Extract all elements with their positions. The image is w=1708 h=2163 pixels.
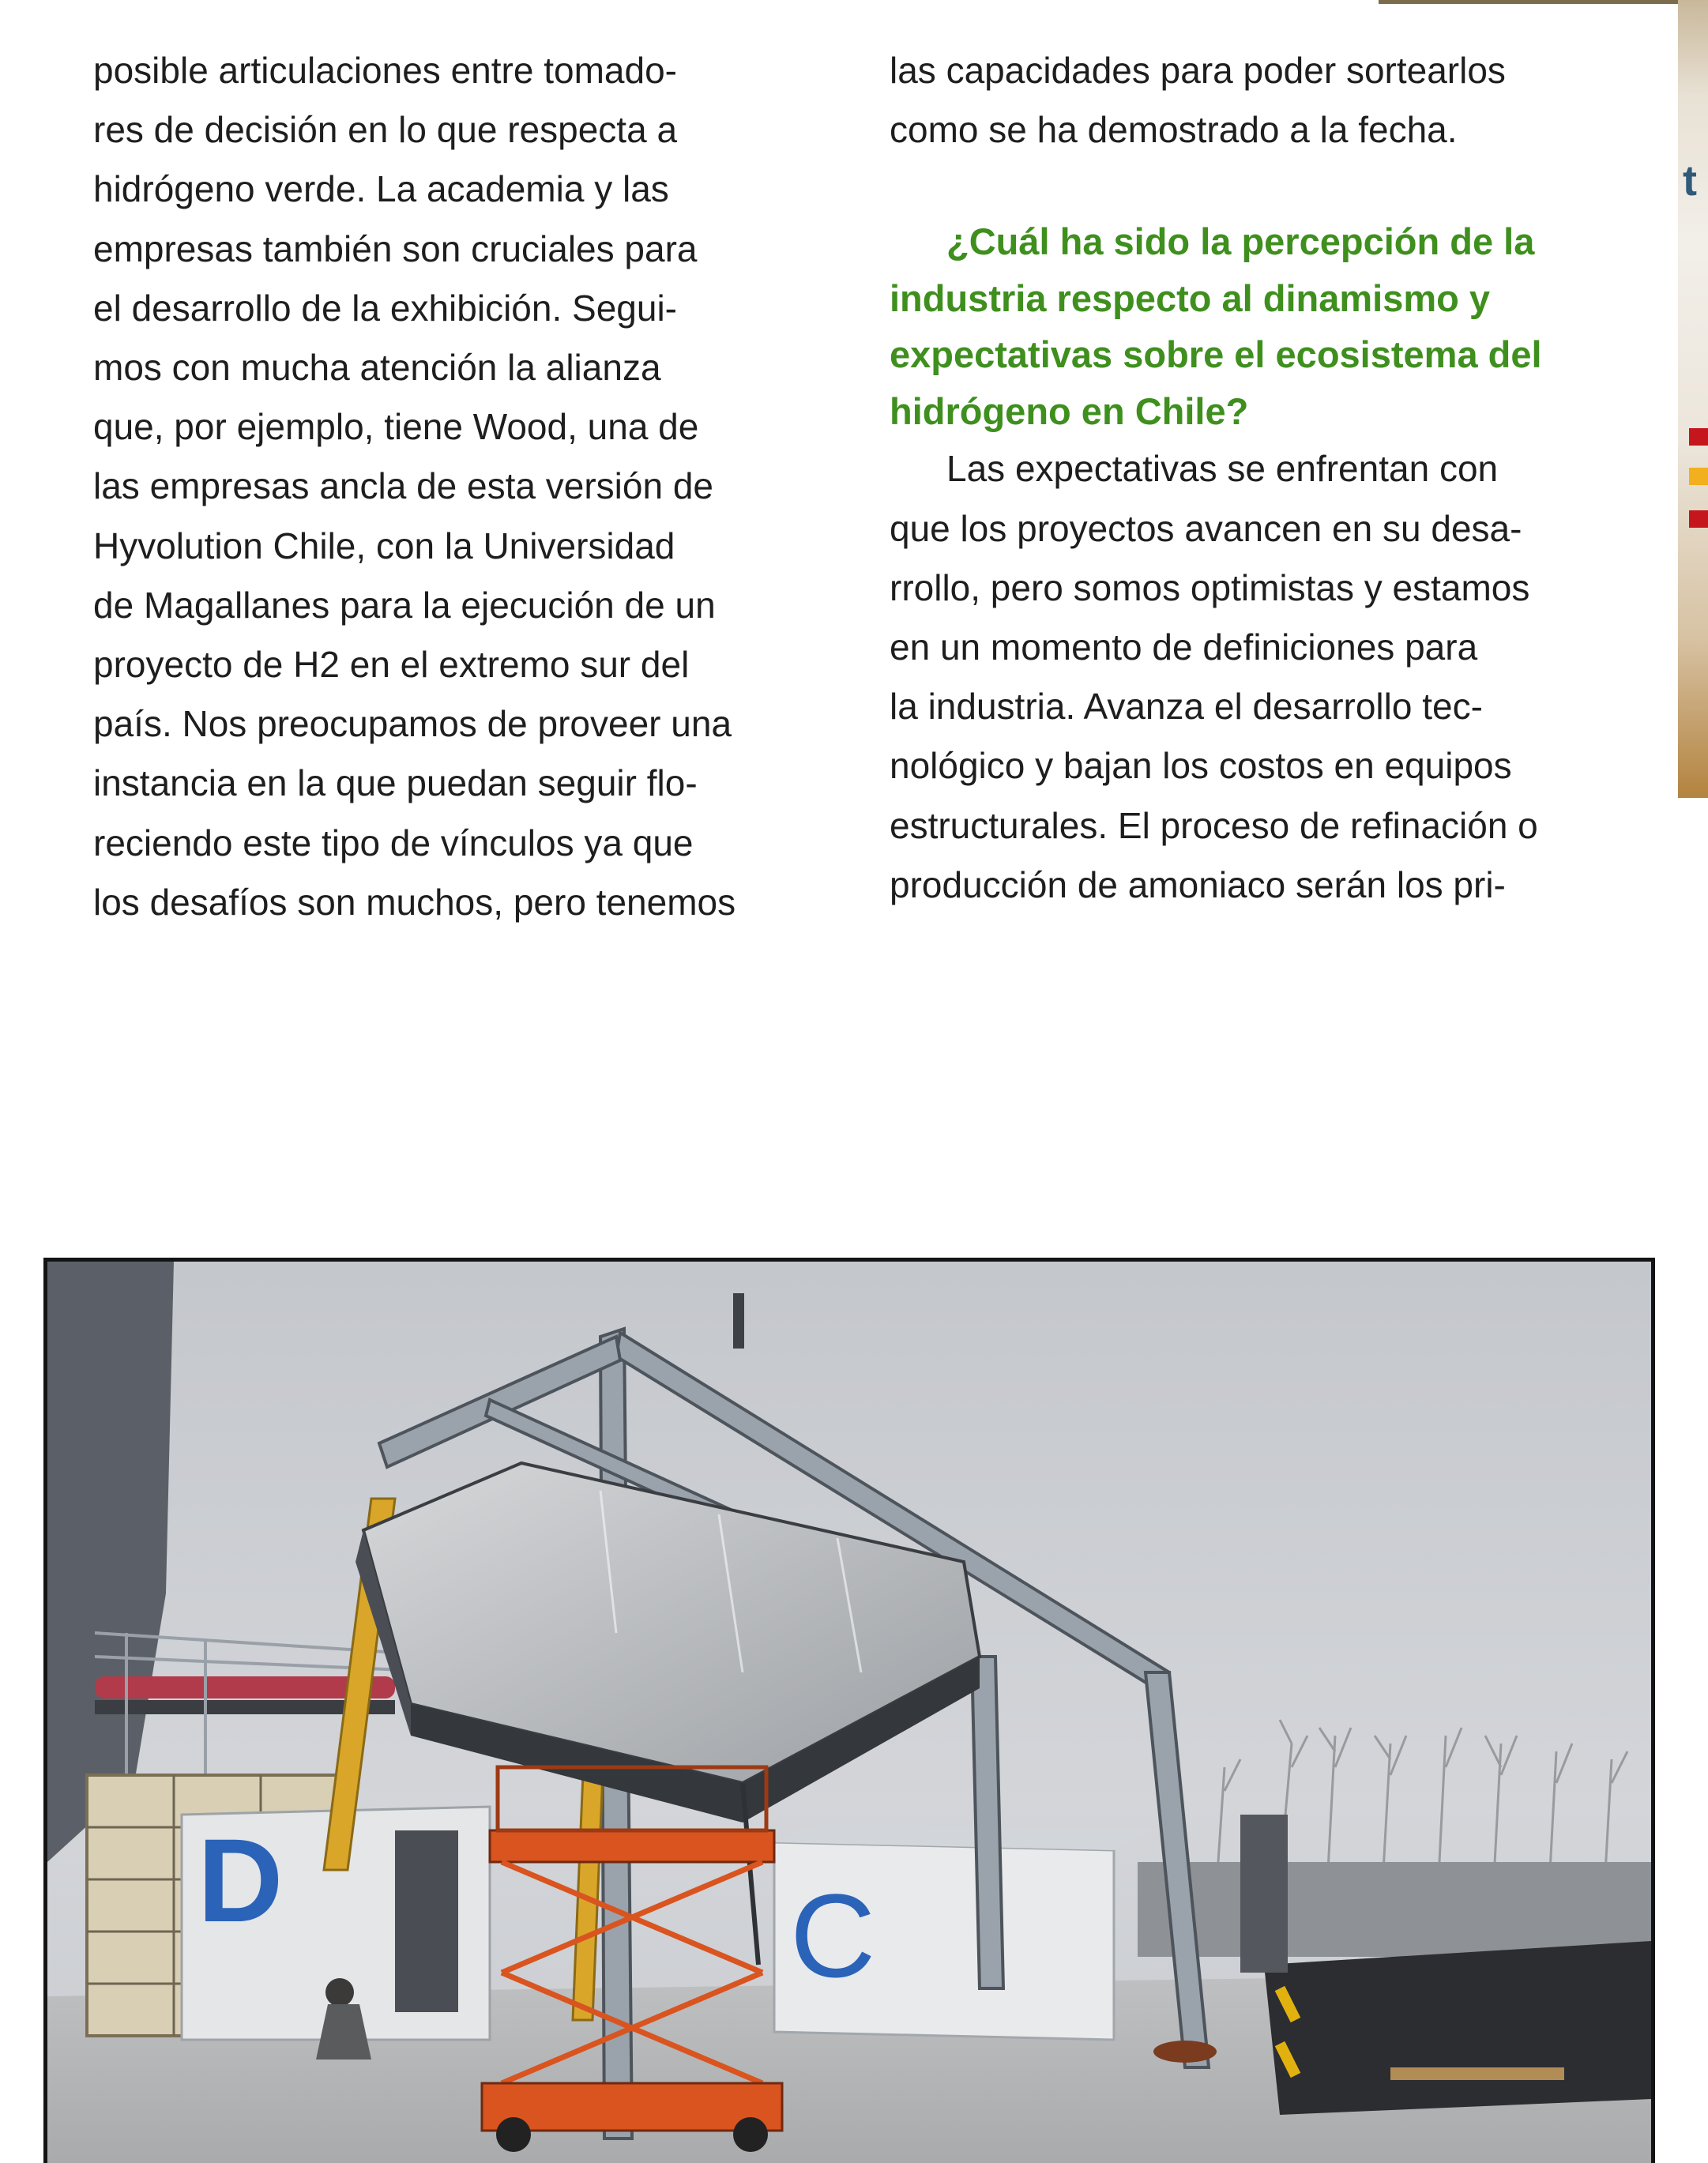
answer-line: estructurales. El proceso de refinación o bbox=[890, 804, 1538, 846]
answer-line: la industria. Avanza el desarrollo tec- bbox=[890, 686, 1483, 728]
body-line: mos con mucha atención la alianza bbox=[93, 347, 661, 389]
body-line: las capacidades para poder sortearlos bbox=[890, 50, 1506, 91]
construction-site-photo bbox=[43, 1258, 1655, 2163]
adjacent-page-image-strip bbox=[1678, 0, 1708, 798]
body-line: instancia en la que puedan seguir flo- bbox=[93, 762, 698, 804]
edge-yellow-mark bbox=[1689, 468, 1708, 485]
container-d-letter: D bbox=[198, 1814, 284, 1947]
answer-line: producción de amoniaco serán los pri- bbox=[890, 863, 1506, 905]
worker-head bbox=[325, 1978, 354, 2007]
question-line: hidrógeno en Chile? bbox=[890, 389, 1249, 432]
paragraph-gap bbox=[890, 160, 1632, 213]
question-line: expectativas sobre el ecosistema del bbox=[890, 333, 1542, 376]
body-line: Hyvolution Chile, con la Universidad bbox=[93, 525, 675, 566]
question-line: industria respecto al dinamismo y bbox=[890, 276, 1491, 319]
ground-equipment bbox=[1153, 2041, 1217, 2063]
answer-line: en un momento de definiciones para bbox=[890, 626, 1478, 668]
answer-line: nológico y bajan los costos en equipos bbox=[890, 745, 1512, 787]
body-line: las empresas ancla de esta versión de bbox=[93, 465, 713, 507]
container-c-letter: C bbox=[790, 1869, 876, 2002]
body-line: hidrógeno verde. La academia y las bbox=[93, 168, 669, 210]
interview-question bbox=[890, 213, 1632, 439]
crane-hook bbox=[733, 1293, 744, 1349]
answer-line: Las expectativas se enfrentan con bbox=[946, 448, 1499, 490]
body-line: los desafíos son muchos, pero tenemos bbox=[93, 881, 736, 923]
body-line: país. Nos preocupamos de proveer una bbox=[93, 703, 732, 745]
left-column bbox=[93, 41, 852, 932]
dark-barrier bbox=[1264, 1941, 1651, 2115]
adjacent-page-letter: t bbox=[1683, 157, 1697, 205]
barrier-post bbox=[1240, 1815, 1288, 1973]
photo-illustration bbox=[47, 1262, 1651, 2163]
container-d-door bbox=[395, 1830, 458, 2012]
body-line: que, por ejemplo, tiene Wood, una de bbox=[93, 406, 699, 448]
body-line: res de decisión en lo que respecta a bbox=[93, 109, 678, 151]
body-line: empresas también son cruciales para bbox=[93, 228, 698, 269]
interview-answer bbox=[890, 439, 1632, 915]
right-column bbox=[890, 41, 1632, 915]
answer-line: rrollo, pero somos optimistas y estamos bbox=[890, 566, 1530, 608]
adjacent-page-edge-top bbox=[1379, 0, 1679, 4]
body-line: como se ha demostrado a la fecha. bbox=[890, 109, 1458, 151]
body-line: posible articulaciones entre tomado- bbox=[93, 50, 677, 91]
wood-plank bbox=[1390, 2067, 1564, 2080]
distant-wall bbox=[1138, 1862, 1651, 1957]
body-line: el desarrollo de la exhibición. Segui- bbox=[93, 287, 677, 329]
edge-red-mark bbox=[1689, 510, 1708, 528]
body-line: reciendo este tipo de vínculos ya que bbox=[93, 822, 694, 863]
body-line: proyecto de H2 en el extremo sur del bbox=[93, 644, 690, 686]
edge-red-mark bbox=[1689, 428, 1708, 446]
question-line: ¿Cuál ha sido la percepción de la bbox=[946, 220, 1535, 263]
body-line: de Magallanes para la ejecución de un bbox=[93, 584, 716, 626]
answer-line: que los proyectos avancen en su desa- bbox=[890, 507, 1522, 549]
